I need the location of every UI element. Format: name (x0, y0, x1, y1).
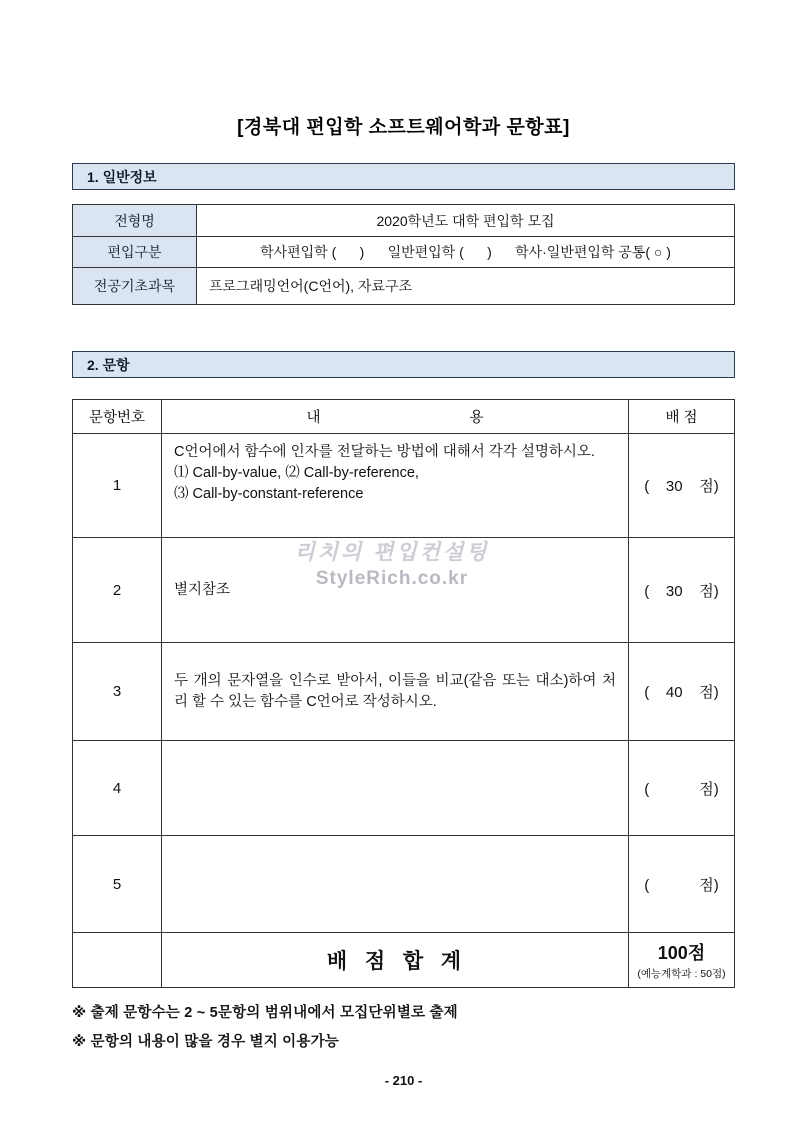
info-value-admission-name: 2020학년도 대학 편입학 모집 (376, 212, 555, 229)
points-total-label: 배 점 합 계 (161, 932, 628, 987)
document-content (72, 0, 735, 1088)
info-value-basic-subjects: 프로그래밍언어(C언어), 자료구조 (197, 267, 734, 304)
info-label-transfer-category: 편입구분 (73, 236, 197, 267)
section-heading-questions (72, 351, 735, 378)
table-row-question-5 (73, 835, 734, 932)
column-header-points: 배 점 (628, 400, 734, 433)
table-row (73, 267, 734, 304)
table-row (73, 236, 734, 267)
info-label-admission-name: 전형명 (73, 205, 197, 236)
question-content (161, 642, 628, 740)
question-number: 2 (73, 537, 161, 642)
footnote-2: ※ 문항의 내용이 많을 경우 별지 이용가능 (72, 1034, 339, 1050)
questions-header-row (73, 400, 734, 433)
section-heading-general-info (72, 163, 735, 190)
question-number: 1 (73, 433, 161, 537)
table-row-question-3 (73, 642, 734, 740)
question-1-item-3: ⑶ Call-by-constant-reference (174, 486, 364, 502)
question-1-item-1-2: ⑴ Call-by-value, ⑵ Call-by-reference, (174, 465, 419, 481)
footnotes (72, 999, 735, 1057)
column-header-content: 내 용 (161, 400, 628, 433)
question-number: 4 (73, 740, 161, 835)
question-2-text: 별지참조 (174, 581, 231, 598)
question-points: ( 40 점) (628, 642, 734, 740)
question-content (161, 537, 628, 642)
column-header-question-number: 문항번호 (88, 410, 146, 426)
question-points: ( 30 점) (628, 537, 734, 642)
question-content (161, 740, 628, 835)
page-number: - 210 - (384, 1073, 423, 1088)
info-label-basic-subjects: 전공기초과목 (73, 267, 197, 304)
page-title: [경북대 편입학 소프트웨어학과 문항표] (237, 117, 570, 138)
question-1-main-text: C언어에서 함수에 인자를 전달하는 방법에 대해서 각각 설명하시오. (174, 444, 595, 460)
table-footer-row (73, 932, 734, 987)
section2-heading-label: 2. 문항 (87, 356, 130, 373)
table-row (73, 205, 734, 236)
general-info-table (72, 204, 735, 305)
footer-empty-cell (73, 932, 161, 987)
watermark-text-korean: 리치의 편입컨설팅 (294, 541, 490, 564)
table-row-question-4 (73, 740, 734, 835)
question-content (161, 835, 628, 932)
points-total-cell (628, 932, 734, 987)
question-points: ( 점) (628, 740, 734, 835)
question-points: ( 점) (628, 835, 734, 932)
points-total-value: 100점 (657, 943, 706, 963)
question-number: 3 (73, 642, 161, 740)
info-value-transfer-category: 학사편입학 ( ) 일반편입학 ( ) 학사·일반편입학 공통( ○ ) (197, 236, 734, 267)
question-content (161, 433, 628, 537)
footnote-1: ※ 출제 문항수는 2 ~ 5문항의 범위내에서 모집단위별로 출제 (72, 1005, 458, 1021)
question-points: ( 30 점) (628, 433, 734, 537)
question-3-text: 두 개의 문자열을 인수로 받아서, 이들을 비교(같음 또는 대소)하여 처리 할 수 있는 함수를 C언어로 작성하시오. (174, 672, 616, 710)
questions-table (72, 399, 735, 988)
points-total-note: (예능계학과 : 50점) (637, 968, 726, 980)
section1-heading-label: 1. 일반정보 (87, 168, 157, 185)
table-row-question-2 (73, 537, 734, 642)
watermark-text-url: StyleRich.co.kr (315, 568, 469, 589)
question-number: 5 (73, 835, 161, 932)
table-row-question-1 (73, 433, 734, 537)
